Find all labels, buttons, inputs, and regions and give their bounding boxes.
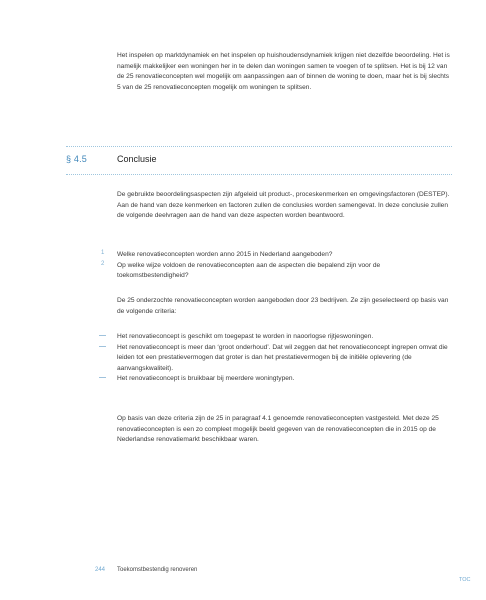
list-item <box>101 260 452 282</box>
footer-book-title: Toekomstbestendig renoveren <box>117 567 198 573</box>
list-item-text: Welke renovatieconcepten worden anno 2015 in Nederland aangeboden? <box>117 251 333 258</box>
list-item <box>99 332 452 343</box>
body-paragraph-3: Op basis van deze criteria zijn de 25 in paragraaf 4.1 genoemde renovatieconcepten vastgesteld. Met deze 25 renovatieconcepten is een zo compleet mogelijk beeld gegeven van de renovatieconcepten die in 2015 op de Nederlandse renovatiemarkt beschikbaar waren. <box>117 415 439 444</box>
section-divider-top <box>66 146 452 147</box>
body-paragraph-2: De 25 onderzochte renovatieconcepten worden aangeboden door 23 bedrijven. Ze zijn geselecteerd op basis van de volgende criteria: <box>117 297 449 315</box>
intro-paragraph-block <box>117 51 452 93</box>
list-item-marker: 1 <box>101 250 105 256</box>
body-paragraph-1: De gebruikte beoordelingsaspecten zijn afgeleid uit product-, proceskenmerken en omgevingsfactoren (DESTEP). Aan de hand van deze kenmerken en factoren zullen de conclusies worden samengevat. In deze conclusie zullen de volgende deelvragen aan de hand van deze aspecten worden beantwoord. <box>117 191 450 220</box>
list-item-text: Het renovatieconcept is geschikt om toegepast te worden in naoorlogse rijtjeswoningen. <box>117 333 374 340</box>
body-paragraph-1-block <box>117 190 452 222</box>
intro-paragraph: Het inspelen op marktdynamiek en het inspelen op huishoudensdynamiek krijgen niet dezelfde beoordeling. Het is namelijk makkelijker een woningen her in te delen dan woningen samen te voegen of te splitsen. Het is bij 12 van de 25 renovatieconcepten wel mogelijk om aanpassingen aan of binnen de woning te doen, maar het is bij slechts 5 van de 25 renovatieconcepten mogelijk om woningen te splitsen. <box>117 52 450 91</box>
body-paragraph-2-block <box>117 296 452 317</box>
body-paragraph-3-block <box>117 414 452 446</box>
section-title: Conclusie <box>117 154 157 164</box>
list-item <box>101 250 452 261</box>
list-item-dash: — <box>99 332 106 339</box>
section-divider-bottom <box>66 174 452 175</box>
list-item-text: Het renovatieconcept is bruikbaar bij meerdere woningtypen. <box>117 375 295 383</box>
list-item <box>99 342 452 375</box>
list-item-text: Het renovatieconcept is meer dan ‘groot onderhoud’. Dat wil zeggen dat het renovatieconcept ingrepen omvat die leiden tot een prestatievermogen dat groter is dan het prestatievermogen bij de initiële oplevering (de aanvangskwaliteit). <box>117 343 448 372</box>
criteria-list <box>99 332 452 385</box>
question-list <box>101 250 452 282</box>
list-item-dash: — <box>99 374 106 382</box>
list-item-text: Op welke wijze voldoen de renovatieconcepten aan de aspecten die bepalend zijn voor de toekomstbestendigheid? <box>117 261 381 280</box>
footer-page-number: 244 <box>95 567 106 573</box>
list-item-marker: 2 <box>101 260 105 267</box>
toc-link[interactable]: TOC <box>459 577 471 583</box>
list-item-dash: — <box>99 342 106 350</box>
section-number: § 4.5 <box>66 154 88 164</box>
list-item <box>99 374 452 385</box>
